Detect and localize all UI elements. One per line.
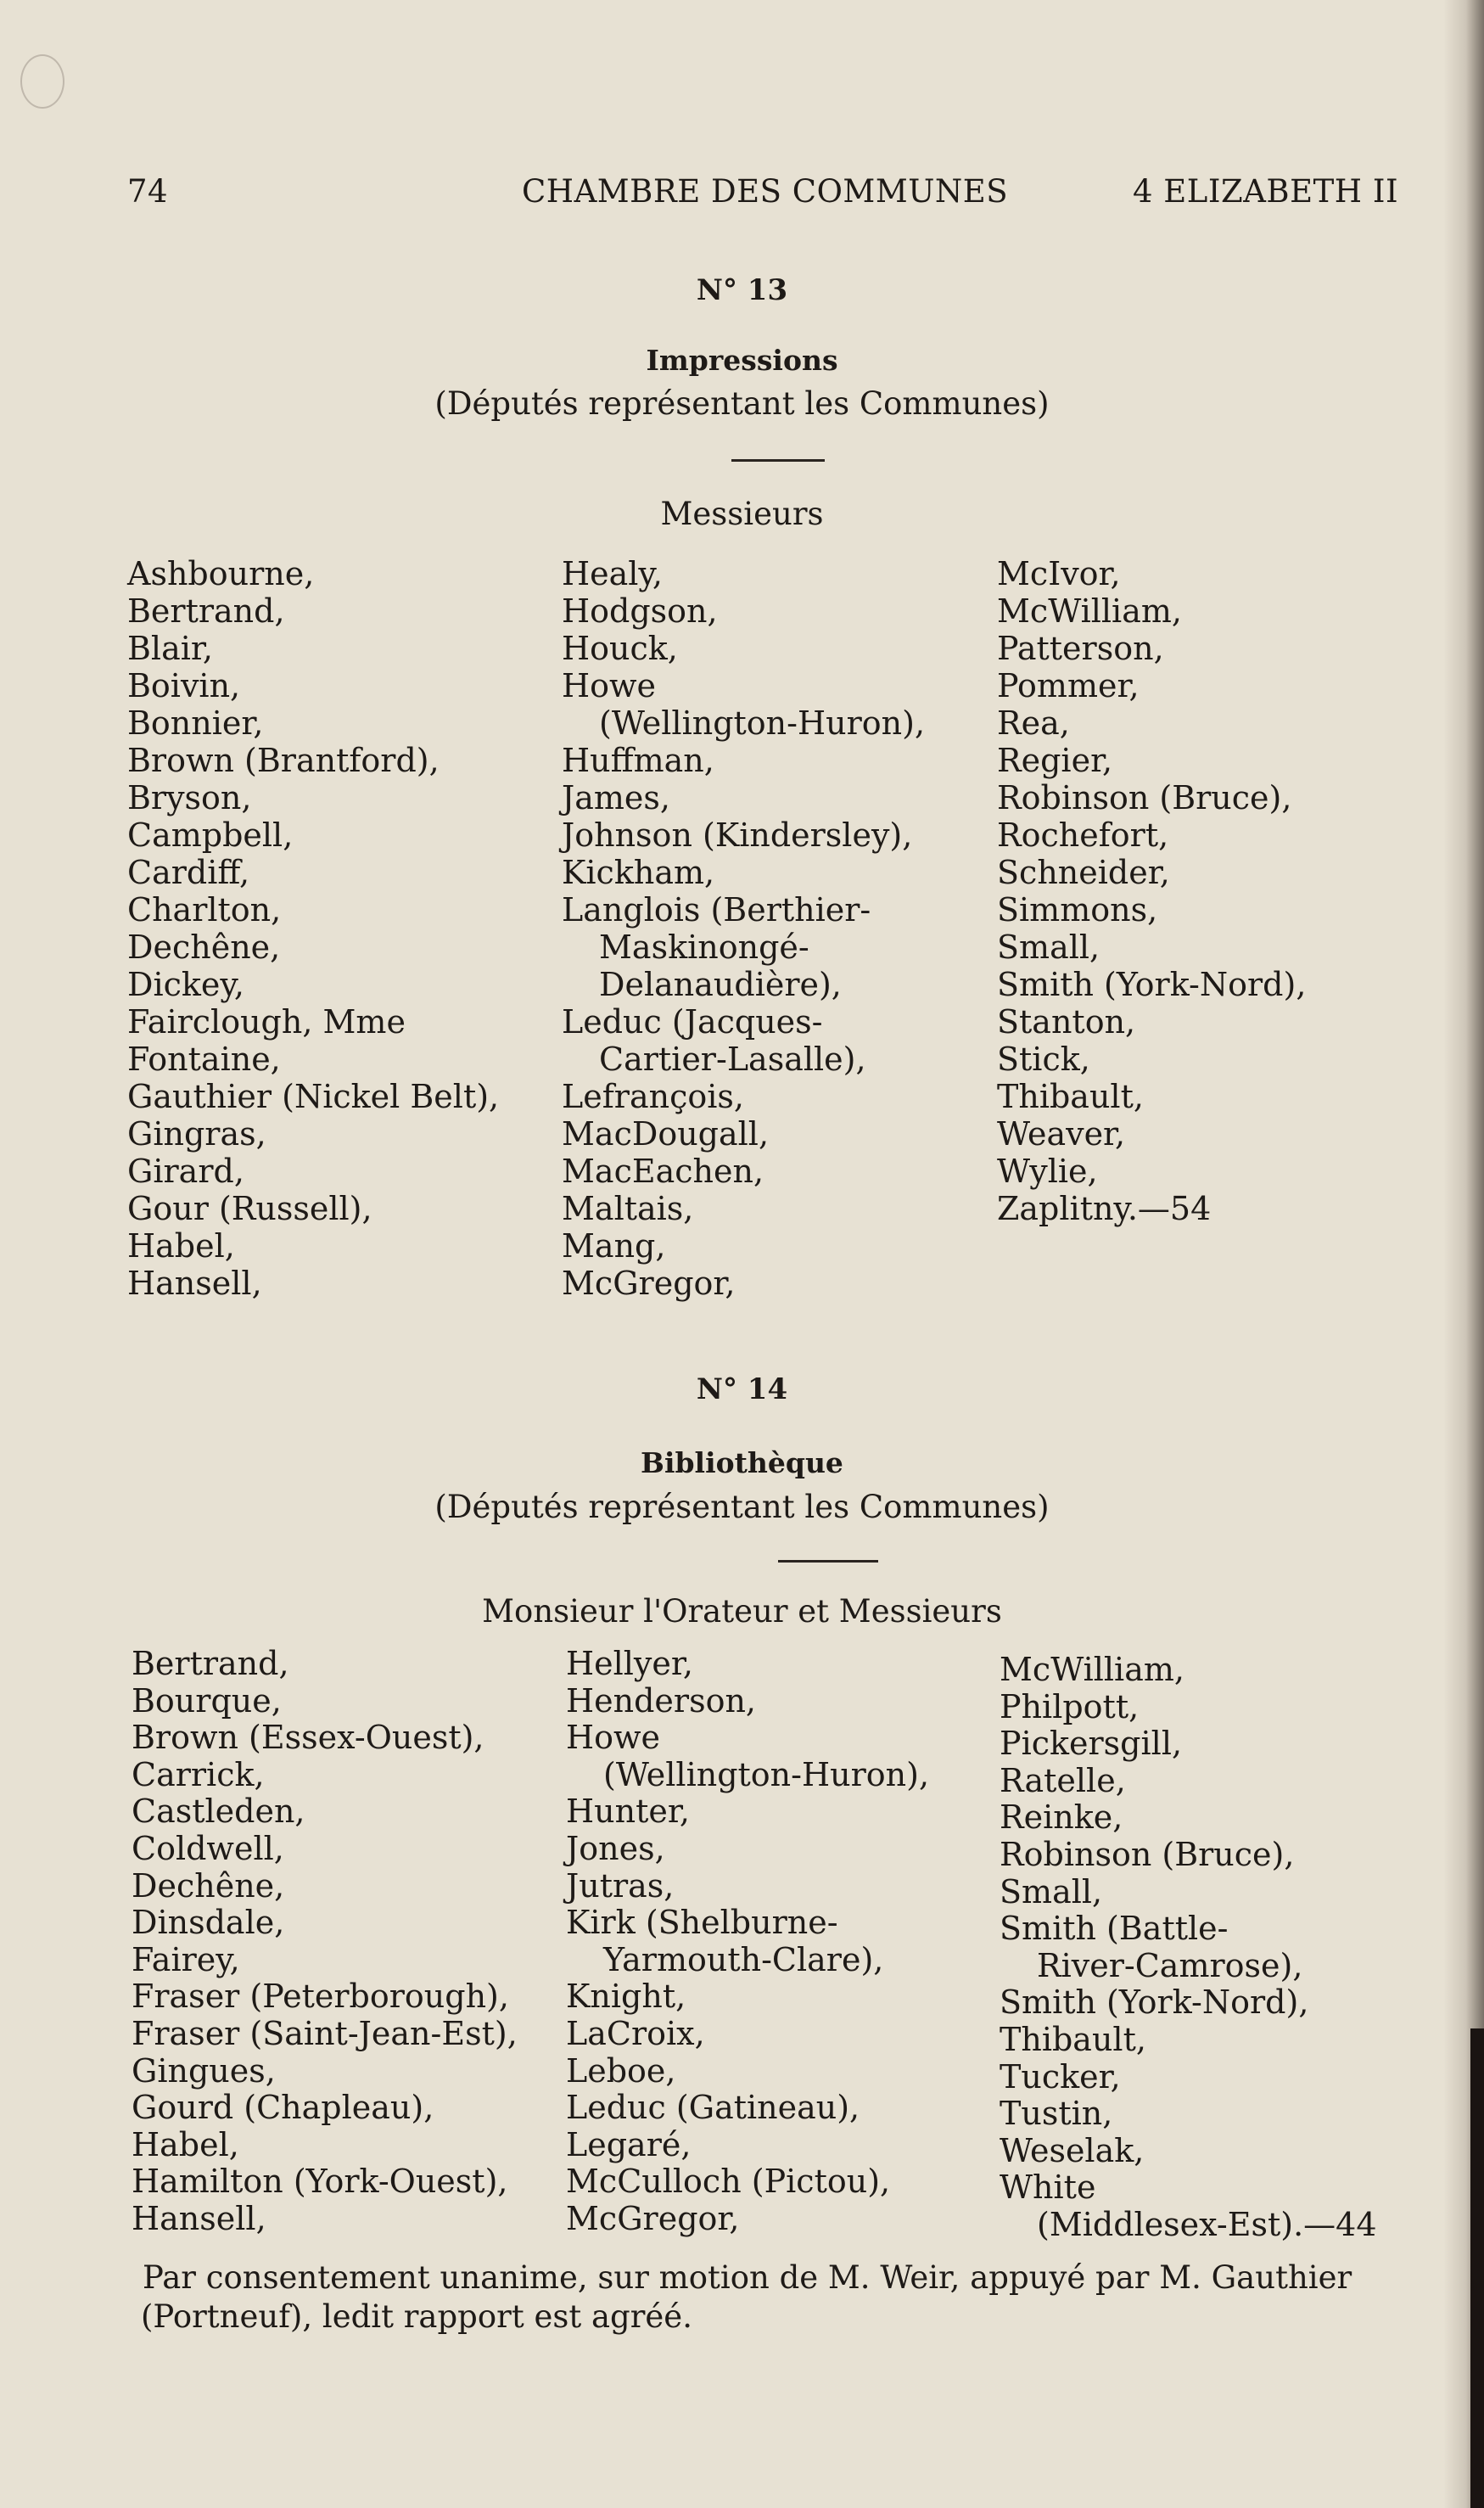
member-name: Schneider,: [997, 854, 1170, 891]
member-name: Bourque,: [132, 1681, 282, 1720]
member-name: Legaré,: [566, 2125, 692, 2163]
member-name: Huffman,: [562, 742, 714, 779]
member-name: Bertrand,: [127, 592, 285, 630]
member-name: Hamilton (York-Ouest),: [132, 2163, 508, 2201]
member-name: Smith (York-Nord),: [1000, 1983, 1309, 2022]
member-name: Stanton,: [997, 1003, 1136, 1041]
member-name: Houck,: [562, 630, 678, 667]
member-name: Robinson (Bruce),: [1000, 1835, 1295, 1873]
member-name: Charlton,: [127, 891, 282, 929]
section-13-column-2: [562, 555, 925, 1302]
member-name: James,: [562, 779, 670, 816]
section-14-title: Bibliothèque: [641, 1446, 843, 1479]
member-name: McGregor,: [562, 1265, 736, 1302]
page-reign: 4 ELIZABETH II: [1133, 173, 1399, 210]
section-13-rule: [731, 459, 825, 462]
member-name: Simmons,: [997, 891, 1158, 929]
member-name: Zaplitny.—54: [997, 1190, 1212, 1227]
section-14-salutation: Monsieur l'Orateur et Messieurs: [482, 1593, 1002, 1630]
section-14-rule: [778, 1560, 878, 1563]
section-14-number: N° 14: [696, 1372, 788, 1406]
member-name: Small,: [1000, 1872, 1103, 1910]
section-14-subtitle: (Députés représentant les Communes): [434, 1489, 1050, 1525]
member-name: Robinson (Bruce),: [997, 779, 1292, 816]
member-name: McGregor,: [566, 2199, 740, 2237]
member-name: Blair,: [127, 630, 213, 667]
member-name: Gingras,: [127, 1115, 266, 1153]
member-name: Weaver,: [997, 1115, 1126, 1153]
member-name: Leduc (Jacques-: [562, 1003, 823, 1041]
member-name: White: [1000, 2169, 1096, 2207]
section-13-number: N° 13: [696, 273, 788, 307]
member-name: Hansell,: [132, 2199, 266, 2237]
member-name: Delanaudière),: [599, 966, 842, 1003]
section-14-column-3: [1000, 1652, 1377, 2244]
closing-line-1: Par consentement unanime, sur motion de M. Weir, appuyé par M. Gauthier: [143, 2259, 1352, 2296]
member-name: Small,: [997, 929, 1100, 966]
member-name: Fontaine,: [127, 1041, 281, 1078]
member-name: Patterson,: [997, 630, 1164, 667]
member-name: Smith (York-Nord),: [997, 966, 1307, 1003]
member-name: Rea,: [997, 704, 1070, 742]
member-name: Yarmouth-Clare),: [603, 1940, 884, 1978]
member-name: Brown (Essex-Ouest),: [132, 1719, 484, 1757]
member-name: Hellyer,: [566, 1645, 693, 1682]
member-name: Reinke,: [1000, 1798, 1123, 1837]
section-14-column-2: [566, 1646, 929, 2238]
member-name: Kirk (Shelburne-: [566, 1904, 838, 1942]
member-name: Girard,: [127, 1153, 244, 1190]
page-ornament: [20, 54, 64, 109]
member-name: Pickersgill,: [1000, 1725, 1183, 1763]
member-name: Jutras,: [566, 1866, 675, 1905]
member-name: Jones,: [566, 1829, 665, 1867]
member-name: Smith (Battle-: [1000, 1910, 1229, 1948]
member-name: Tustin,: [1000, 2095, 1113, 2133]
member-name: Bonnier,: [127, 704, 264, 742]
member-name: Gourd (Chapleau),: [132, 2089, 434, 2127]
member-name: Bertrand,: [132, 1645, 289, 1682]
member-name: (Middlesex-Est).—44: [1037, 2205, 1377, 2243]
member-name: Johnson (Kindersley),: [562, 816, 913, 854]
member-name: Leboe,: [566, 2051, 676, 2090]
member-name: Stick,: [997, 1041, 1090, 1078]
section-13-subtitle: (Députés représentant les Communes): [434, 385, 1050, 422]
member-name: Wylie,: [997, 1153, 1098, 1190]
member-name: Campbell,: [127, 816, 294, 854]
member-name: McWilliam,: [1000, 1651, 1184, 1688]
member-name: Bryson,: [127, 779, 252, 816]
member-name: Cartier-Lasalle),: [599, 1041, 866, 1078]
closing-line-2: (Portneuf), ledit rapport est agréé.: [141, 2298, 692, 2335]
member-name: Carrick,: [132, 1755, 265, 1793]
member-name: Habel,: [132, 2125, 239, 2163]
member-name: Fairclough, Mme: [127, 1003, 406, 1041]
member-name: Dinsdale,: [132, 1904, 285, 1942]
page-number: 74: [127, 173, 169, 210]
member-name: Pommer,: [997, 667, 1140, 704]
member-name: Dickey,: [127, 966, 244, 1003]
member-name: McIvor,: [997, 555, 1121, 592]
member-name: Weselak,: [1000, 2131, 1145, 2169]
member-name: Maltais,: [562, 1190, 694, 1227]
member-name: Langlois (Berthier-: [562, 891, 871, 929]
member-name: McWilliam,: [997, 592, 1182, 630]
section-13-column-1: [127, 555, 499, 1302]
page-title: CHAMBRE DES COMMUNES: [522, 173, 1009, 210]
section-13-salutation: Messieurs: [660, 496, 824, 532]
member-name: Dechêne,: [127, 929, 281, 966]
member-name: River-Camrose),: [1037, 1946, 1303, 1984]
member-name: LaCroix,: [566, 2014, 705, 2052]
member-name: MacDougall,: [562, 1115, 770, 1153]
section-13-title: Impressions: [646, 344, 838, 377]
member-name: Regier,: [997, 742, 1113, 779]
member-name: McCulloch (Pictou),: [566, 2163, 891, 2201]
page-edge-dark: [1470, 2028, 1484, 2508]
member-name: Coldwell,: [132, 1829, 284, 1867]
member-name: Healy,: [562, 555, 663, 592]
member-name: Fraser (Peterborough),: [132, 1978, 509, 2016]
member-name: Fraser (Saint-Jean-Est),: [132, 2014, 518, 2052]
member-name: Howe: [562, 667, 657, 704]
member-name: Lefrançois,: [562, 1078, 744, 1115]
member-name: Cardiff,: [127, 854, 250, 891]
member-name: (Wellington-Huron),: [599, 704, 926, 742]
member-name: Howe: [566, 1719, 661, 1757]
member-name: Gour (Russell),: [127, 1190, 372, 1227]
member-name: Mang,: [562, 1227, 666, 1265]
member-name: Gingues,: [132, 2051, 276, 2090]
member-name: Thibault,: [997, 1078, 1144, 1115]
member-name: Hodgson,: [562, 592, 718, 630]
section-13-column-3: [997, 555, 1306, 1227]
member-name: Hansell,: [127, 1265, 262, 1302]
member-name: Brown (Brantford),: [127, 742, 440, 779]
closing-paragraph: [143, 2258, 1352, 2337]
member-name: Thibault,: [1000, 2020, 1146, 2058]
member-name: Knight,: [566, 1978, 686, 2016]
member-name: Castleden,: [132, 1793, 305, 1831]
member-name: Boivin,: [127, 667, 241, 704]
member-name: Hunter,: [566, 1793, 690, 1831]
member-name: Ratelle,: [1000, 1761, 1126, 1799]
member-name: Habel,: [127, 1227, 235, 1265]
member-name: Dechêne,: [132, 1866, 285, 1905]
member-name: Tucker,: [1000, 2057, 1121, 2096]
member-name: (Wellington-Huron),: [603, 1755, 930, 1793]
member-name: Leduc (Gatineau),: [566, 2089, 860, 2127]
section-14-column-1: [132, 1646, 518, 2238]
member-name: MacEachen,: [562, 1153, 764, 1190]
member-name: Maskinongé-: [599, 929, 809, 966]
member-name: Ashbourne,: [127, 555, 315, 592]
member-name: Fairey,: [132, 1940, 240, 1978]
member-name: Kickham,: [562, 854, 715, 891]
member-name: Philpott,: [1000, 1687, 1140, 1725]
member-name: Rochefort,: [997, 816, 1169, 854]
member-name: Henderson,: [566, 1681, 757, 1720]
member-name: Gauthier (Nickel Belt),: [127, 1078, 500, 1115]
